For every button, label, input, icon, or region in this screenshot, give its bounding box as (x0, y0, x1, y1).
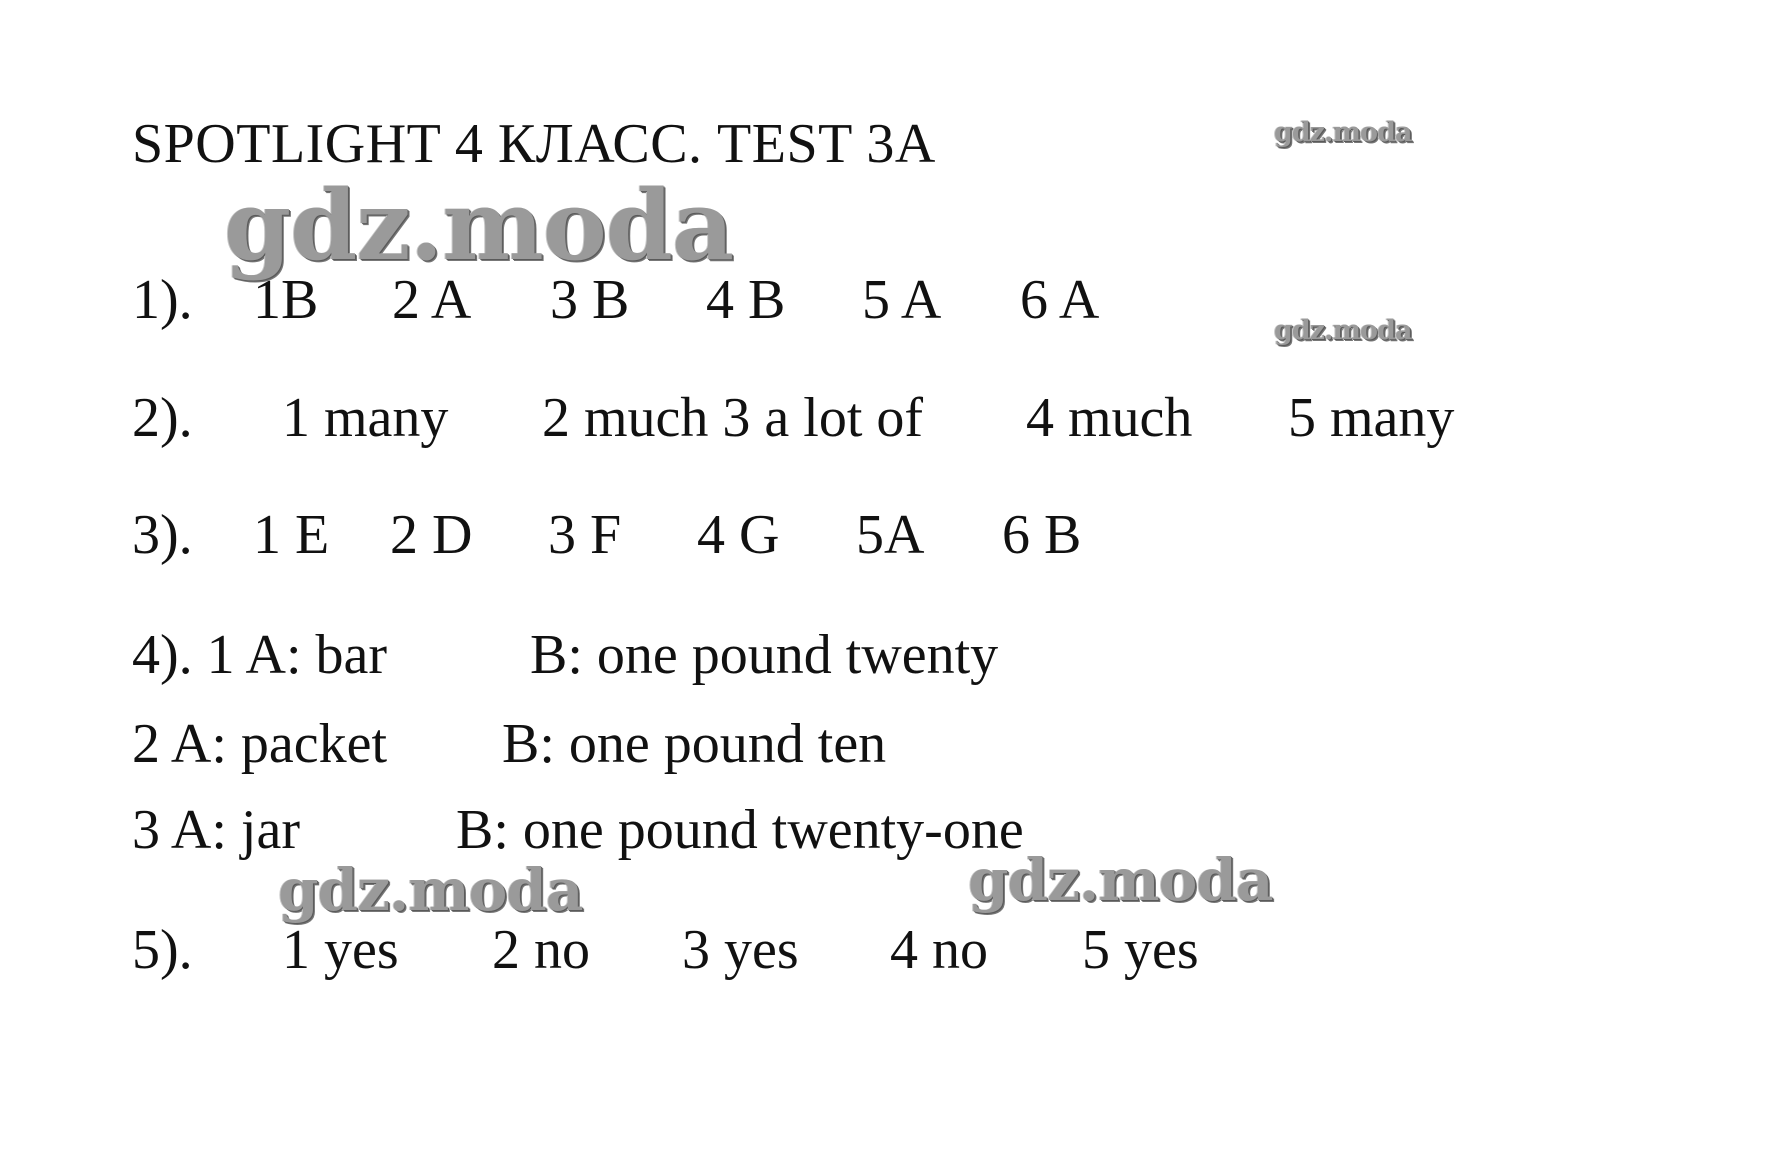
answer-item: 5 many (1288, 387, 1455, 449)
watermark-bottom-left: gdz.moda (278, 856, 583, 924)
watermark-right: gdz.moda (1274, 315, 1412, 346)
answer-item: 3 B (550, 269, 630, 331)
answer-item: 2 much 3 a lot of (542, 387, 924, 449)
answer-item: 6 B (1002, 504, 1082, 566)
answer-row-4-line-3 (0, 798, 1766, 862)
answer-row-4-line-1 (0, 623, 1766, 687)
question-label: 5). (132, 919, 193, 981)
watermark-large: gdz.moda (224, 169, 734, 282)
answer-part-b: B: one pound twenty-one (456, 799, 1024, 861)
answer-item: 4 G (697, 504, 780, 566)
answer-item: 4 B (706, 269, 786, 331)
question-label: 3). (132, 504, 193, 566)
answer-item: 2 no (492, 919, 590, 981)
answer-item: 3 F (548, 504, 622, 566)
watermark-bottom-right: gdz.moda (968, 846, 1273, 914)
answer-item: 2 D (390, 504, 473, 566)
answer-item: 4 much (1026, 387, 1193, 449)
watermark-top-right: gdz.moda (1274, 117, 1412, 148)
answer-part-a: 2 A: packet (132, 713, 388, 775)
answer-item: 1 E (253, 504, 330, 566)
answer-row-3 (0, 503, 1766, 567)
answer-item: 1 yes (282, 919, 399, 981)
answer-item: 4 no (890, 919, 988, 981)
answer-item: 5A (856, 504, 925, 566)
answer-item: 1B (253, 269, 319, 331)
answer-item: 3 yes (682, 919, 799, 981)
answer-item: 5 yes (1082, 919, 1199, 981)
answer-part-a: 3 A: jar (132, 799, 300, 861)
answer-row-2 (0, 386, 1766, 450)
question-label: 1). (132, 269, 193, 331)
answer-item: 1 many (282, 387, 449, 449)
answer-row-1 (0, 268, 1766, 332)
answer-part-b: B: one pound ten (502, 713, 887, 775)
answer-row-5 (0, 918, 1766, 982)
answer-part-b: B: one pound twenty (530, 624, 999, 686)
answer-item: 2 A (392, 269, 472, 331)
answer-row-4-line-2 (0, 712, 1766, 776)
page-title: SPOTLIGHT 4 КЛАСС. TEST 3A (132, 113, 936, 175)
answer-item: 6 A (1020, 269, 1100, 331)
answer-part-a: 4). 1 A: bar (132, 624, 388, 686)
question-label: 2). (132, 387, 193, 449)
answer-item: 5 A (862, 269, 942, 331)
